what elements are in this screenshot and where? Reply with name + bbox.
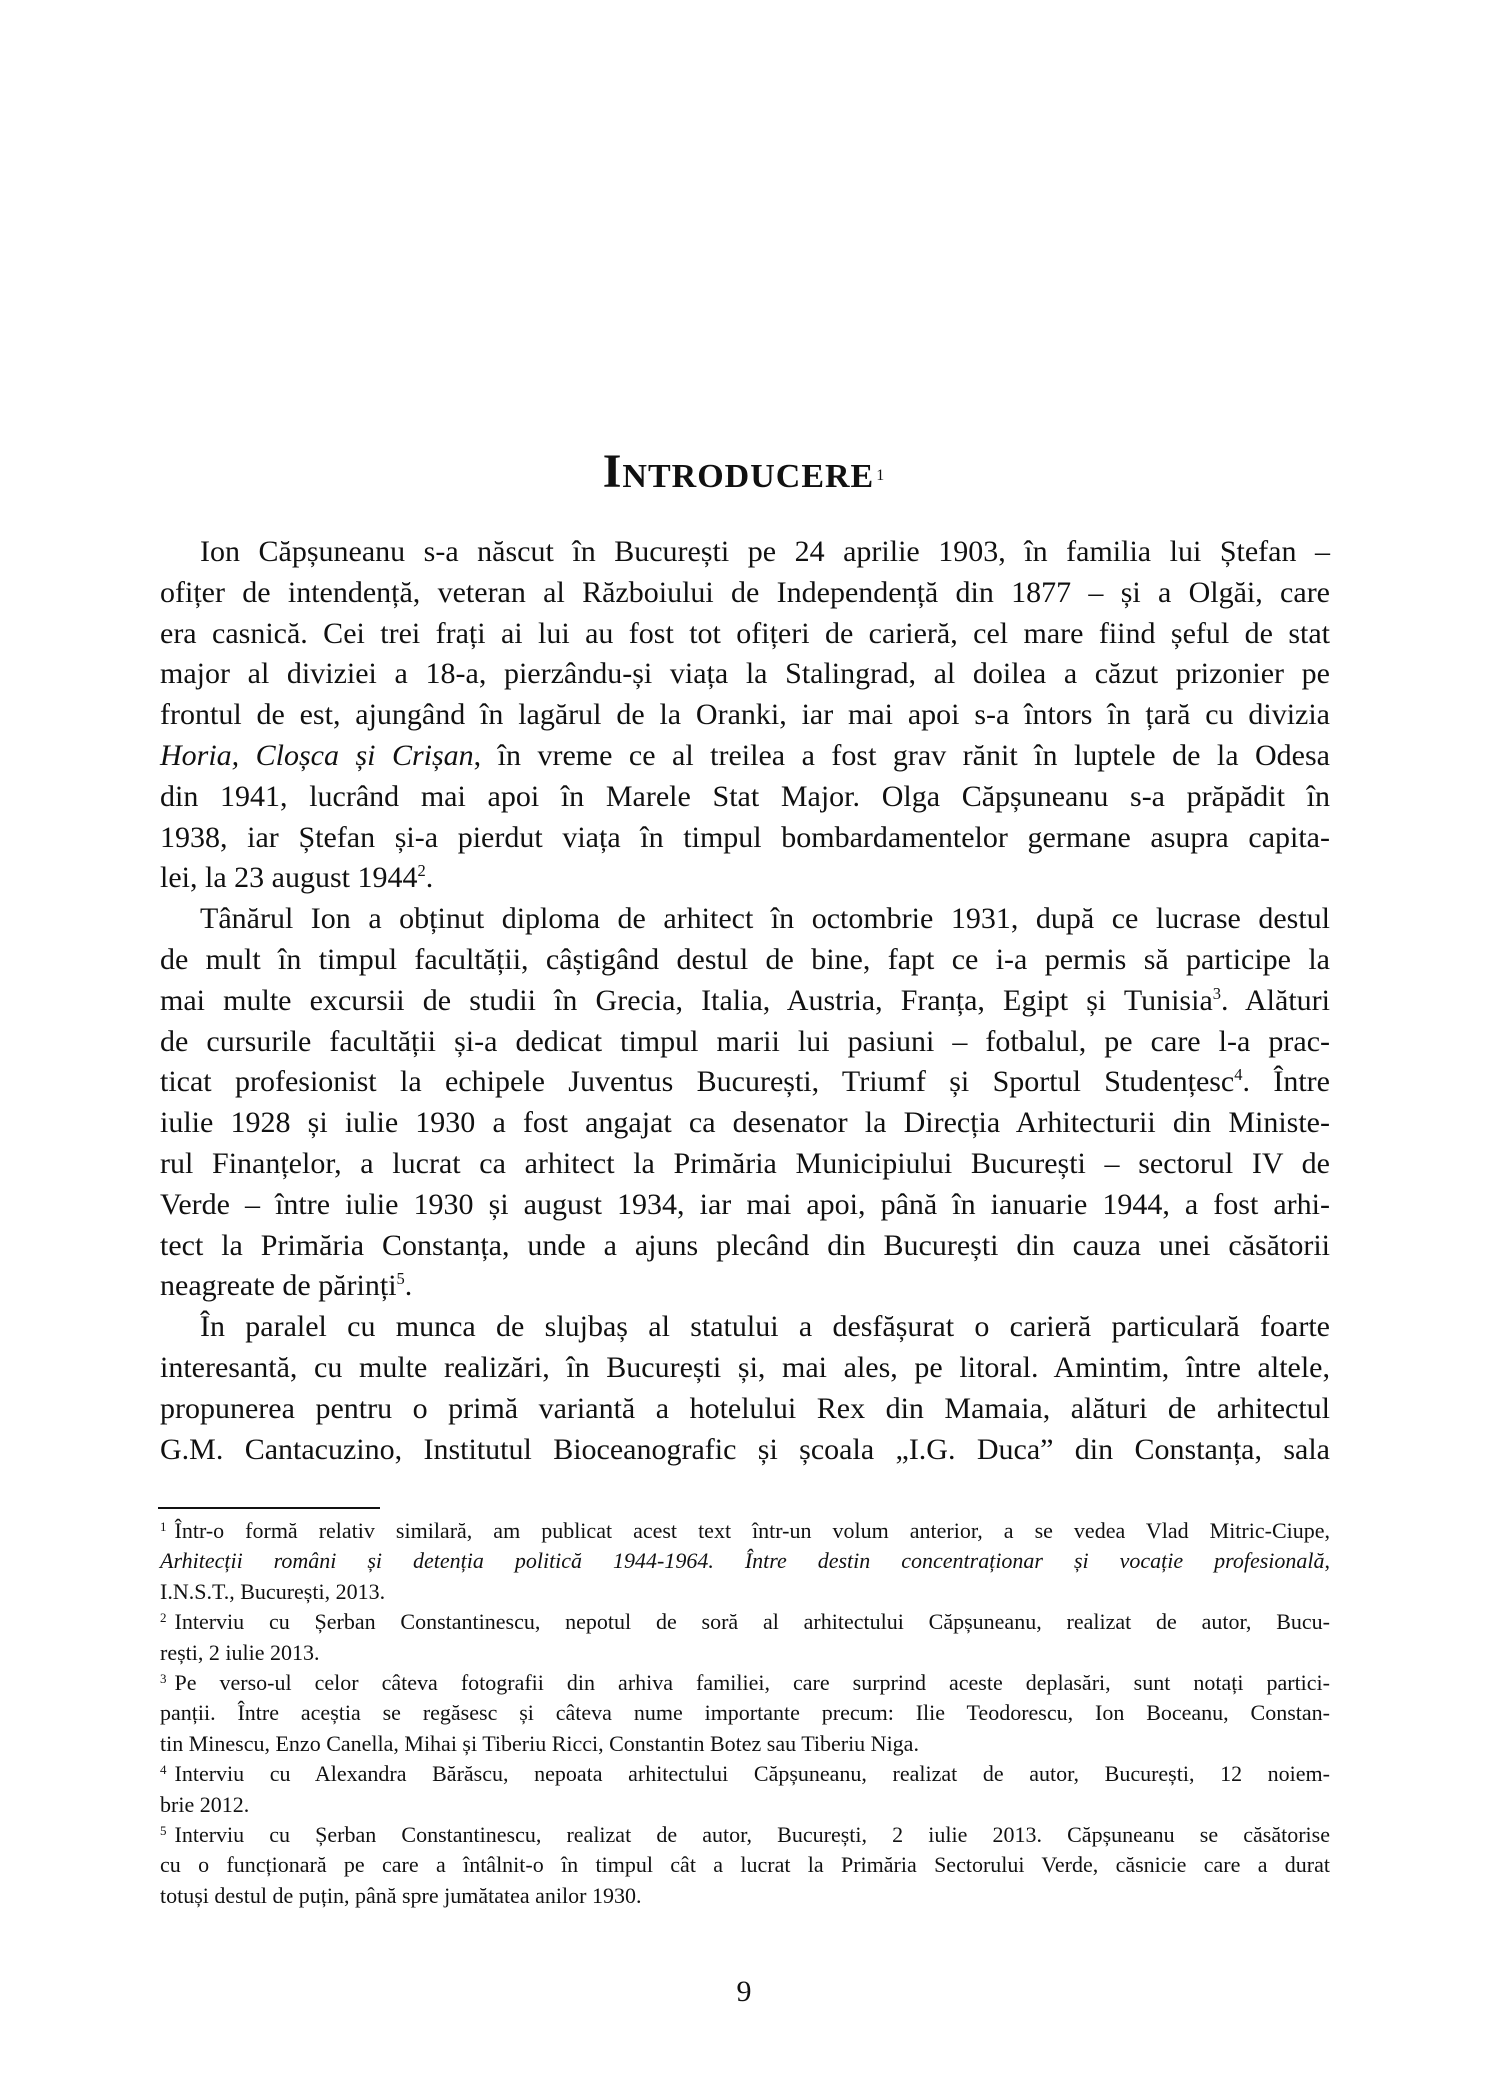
footnote-separator — [158, 1507, 380, 1509]
chapter-title-text: Introducere — [602, 445, 875, 499]
footnote-number: 2 — [160, 1610, 167, 1626]
italic-book-title: Arhitecții români și detenția politică 1944-1964. Între destin concentraționar și vocație profesională — [160, 1548, 1325, 1574]
footnote-3 — [160, 1668, 1330, 1759]
text-line: În paralel cu munca de slujbaș al statului a desfășurat o carieră particulară foarte — [200, 1310, 1330, 1344]
text-line: ticat profesionist la echipele Juventus București, Triumf și Sportul Studențesc$^4$. Între — [160, 1065, 1330, 1099]
page-number: 9 — [736, 1975, 752, 2008]
footnote-ref[interactable]: 5 — [396, 1269, 405, 1289]
text-line: frontul de est, ajungând în lagărul de la Oranki, iar mai apoi s-a întors în țară cu divizia — [160, 698, 1330, 732]
footnote-number: 4 — [160, 1762, 167, 1778]
footnote-ref[interactable]: 3 — [1212, 983, 1222, 1003]
footnote-line: totuși destul de puțin, până spre jumătatea anilor 1930. — [160, 1882, 642, 1908]
text-line: din 1941, lucrând mai apoi în Marele Stat Major. Olga Căpșuneanu s-a prăpădit în — [160, 779, 1330, 813]
text-line: Horia, Cloșca și Crișan, în vreme ce al treilea a fost grav rănit în luptele de la Odesa — [160, 738, 1330, 772]
footnote-line: rești, 2 iulie 2013. — [160, 1639, 320, 1665]
footnote-line: Arhitecții români și detenția politică 1944-1964. Între destin concentraționar și vocație profesională, — [160, 1548, 1330, 1574]
text-line: propunerea pentru o primă variantă a hotelului Rex din Mamaia, alături de arhitectul — [160, 1391, 1330, 1425]
footnote-line: $^2$ Interviu cu Șerban Constantinescu, nepotul de soră al arhitectului Căpșuneanu, realizat de autor, Bucu- — [160, 1609, 1330, 1635]
paragraph-2 — [160, 899, 1330, 1307]
text-line: rul Finanțelor, a lucrat ca arhitect la Primăria Municipiului București – sectorul IV de — [160, 1146, 1330, 1180]
text-line: lei, la 23 august 1944$^2$. — [160, 861, 434, 895]
footnote-line: $^5$ Interviu cu Șerban Constantinescu, realizat de autor, București, 2 iulie 2013. Căpșuneanu se căsătorise — [160, 1821, 1330, 1847]
text-line: ofițer de intendență, veteran al Războiului de Independență din 1877 – și a Olgăi, care — [160, 575, 1330, 609]
footnote-number: 5 — [160, 1822, 167, 1838]
footnote-line: $^4$ Interviu cu Alexandra Bărăscu, nepoata arhitectului Căpșuneanu, realizat de autor, București, 12 noiem- — [160, 1761, 1330, 1787]
footnote-5 — [160, 1820, 1330, 1911]
italic-division-name: Horia, Cloșca și Crișan — [160, 738, 474, 772]
footnote-line: cu o funcționară pe care a întâlnit-o în timpul cât a lucrat la Primăria Sectorului Verde, căsnicie care a durat — [160, 1852, 1330, 1878]
footnote-2 — [160, 1607, 1330, 1668]
paragraph-3 — [160, 1307, 1330, 1470]
chapter-title — [0, 444, 1488, 500]
text-line: de cursurile facultății și-a dedicat timpul marii lui pasiuni – fotbalul, pe care l-a prac- — [160, 1024, 1330, 1058]
footnotes — [160, 1516, 1330, 1911]
footnote-line: brie 2012. — [160, 1791, 250, 1817]
footnote-line: tin Minescu, Enzo Canella, Mihai și Tiberiu Ricci, Constantin Botez sau Tiberiu Niga. — [160, 1730, 919, 1756]
text-line: mai multe excursii de studii în Grecia, Italia, Austria, Franța, Egipt și Tunisia$^3$. Alături — [160, 983, 1330, 1017]
footnote-ref[interactable]: 2 — [417, 861, 426, 881]
text-line: neagreate de părinți$^5$. — [160, 1269, 413, 1303]
text-line: era casnică. Cei trei frați ai lui au fost tot ofițeri de carieră, cel mare fiind șeful de stat — [160, 616, 1330, 650]
footnote-number: 3 — [160, 1670, 167, 1686]
footnote-1 — [160, 1516, 1330, 1607]
footnote-line: I.N.S.T., București, 2013. — [160, 1578, 386, 1604]
text-line: 1938, iar Ștefan și-a pierdut viața în timpul bombardamentelor germane asupra capita- — [160, 820, 1330, 854]
body-text — [160, 532, 1330, 1470]
text-line: iulie 1928 și iulie 1930 a fost angajat ca desenator la Direcția Arhitecturii din Ministe- — [160, 1106, 1330, 1140]
text-line: de mult în timpul facultății, câștigând destul de bine, fapt ce i-a permis să participe la — [160, 942, 1330, 976]
text-line: G.M. Cantacuzino, Institutul Bioceanografic și școala „I.G. Duca” din Constanța, sala — [160, 1432, 1330, 1466]
text-line: interesantă, cu multe realizări, în București și, mai ales, pe litoral. Amintim, între altele, — [160, 1350, 1330, 1384]
footnote-line: $^1$ Într-o formă relativ similară, am publicat acest text într-un volum anterior, a se vedea Vlad Mitric-Ciupe, — [160, 1518, 1330, 1543]
text-line: major al diviziei a 18-a, pierzându-și viața la Stalingrad, al doilea a căzut prizonier pe — [160, 657, 1330, 691]
text-line: Tânărul Ion a obținut diploma de arhitect în octombrie 1931, după ce lucrase destul — [200, 902, 1330, 936]
text-line: Ion Căpșuneanu s-a născut în București pe 24 aprilie 1903, în familia lui Ștefan – — [200, 535, 1330, 568]
footnote-line: panții. Între aceștia se regăsesc și câteva nume importante precum: Ilie Teodorescu, Ion Boceanu, Constan- — [160, 1700, 1330, 1726]
footnote-line: $^3$ Pe verso-ul celor câteva fotografii din arhiva familiei, care surprind aceste deplasări, sunt notați partici- — [160, 1669, 1330, 1695]
text-line: tect la Primăria Constanța, unde a ajuns plecând din București din cauza unei căsătorii — [160, 1228, 1330, 1262]
footnote-4 — [160, 1759, 1330, 1820]
footnote-ref[interactable]: 4 — [1234, 1065, 1243, 1085]
footnote-ref[interactable]: 1 — [876, 467, 886, 485]
footnote-number: 1 — [160, 1519, 167, 1534]
paragraph-1 — [160, 532, 1330, 899]
text-line: Verde – între iulie 1930 și august 1934, iar mai apoi, până în ianuarie 1944, a fost arhi- — [160, 1187, 1330, 1221]
